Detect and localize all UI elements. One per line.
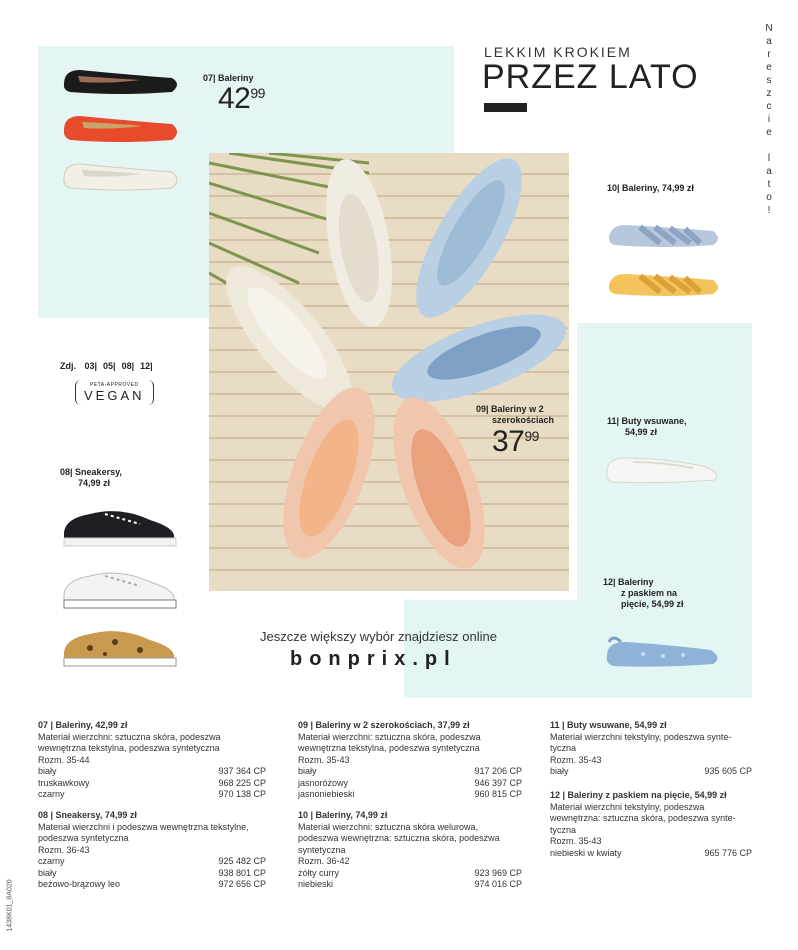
label-07: 07| Baleriny xyxy=(203,73,254,83)
details-desc-line: wewnętrzna tekstylna, podeszwa syntetyczna xyxy=(298,743,480,753)
variant-color: jasnoróżowy xyxy=(298,777,349,788)
details-variant-row xyxy=(38,778,266,790)
details-title: 12 | Baleriny z paskiem na pięcie, 54,99 zł xyxy=(550,790,727,800)
variant-code: 925 482 CP xyxy=(218,856,266,866)
variant-color: beżowo-brązowy leo xyxy=(38,879,121,889)
details-07 xyxy=(38,720,266,801)
details-variant-row xyxy=(298,868,522,880)
variant-code: 968 225 CP xyxy=(218,777,266,788)
variant-code: 935 605 CP xyxy=(704,766,752,776)
label-12: 12| Baleriny z paskiem na pięcie, 54,99 zł xyxy=(603,577,684,609)
variant-color: niebieski w kwiaty xyxy=(550,847,622,858)
footer-code: 1438K01_8A020 xyxy=(6,879,14,932)
label-09: 09| Baleriny w 2 szerokościach xyxy=(476,404,555,425)
shoe-08-leo xyxy=(60,620,180,670)
details-variant-row xyxy=(38,789,266,801)
label-11: 11| Buty wsuwane, 54,99 zł xyxy=(607,416,687,437)
vertical-slogan-char: i xyxy=(767,114,771,125)
variant-code: 974 016 CP xyxy=(474,879,522,889)
details-desc-line: Materiał wierzchni tekstylny, podeszwa synte- xyxy=(550,731,732,742)
details-desc-line: Materiał wierzchni: sztuczna skóra, podeszwa xyxy=(298,731,481,742)
price-07: $42^{99}$ xyxy=(218,82,265,115)
details-09 xyxy=(298,720,522,801)
shoe-08-white xyxy=(60,562,180,612)
label-10: 10| Baleriny, 74,99 zł xyxy=(607,183,694,193)
details-desc-line: podeszwa syntetyczna xyxy=(38,833,129,843)
details-desc-line: Materiał wierzchni: sztuczna skóra welurowa, xyxy=(298,821,479,832)
vertical-slogan-char: e xyxy=(766,127,772,138)
shoe-07-white xyxy=(60,158,182,194)
vertical-slogan-char: t xyxy=(767,179,771,190)
details-desc-line: Rozm. 35-43 xyxy=(550,754,602,765)
details-variant-row xyxy=(298,778,522,790)
vertical-slogan-char: a xyxy=(766,166,772,177)
variant-color: jasnoniebieski xyxy=(298,789,355,799)
details-desc-line: Materiał wierzchni tekstylny, podeszwa xyxy=(550,801,705,812)
details-variant-row xyxy=(298,789,522,801)
photo-ref-number: 03| xyxy=(84,361,98,371)
details-desc-line: Rozm. 36-42 xyxy=(298,856,350,866)
variant-code: 937 364 CP xyxy=(218,766,266,776)
shoe-08-black xyxy=(60,500,180,550)
details-11 xyxy=(550,720,752,778)
vegan-badge: PETA-APPROVED VEGAN xyxy=(75,380,154,405)
variant-color: biały xyxy=(298,766,317,776)
details-title: 11 | Buty wsuwane, 54,99 zł xyxy=(550,720,667,730)
variant-code: 960 815 CP xyxy=(474,789,522,799)
details-desc-line: wewnętrzna: sztuczna skóra, podeszwa synte- xyxy=(550,813,736,823)
details-desc-line: podeszwa wewnętrzna: sztuczna skóra, podeszwa xyxy=(298,833,500,843)
vertical-slogan-char: o xyxy=(766,192,772,203)
details-desc-line: Rozm. 36-43 xyxy=(38,844,90,855)
shoe-07-red xyxy=(60,110,182,146)
details-desc-line: syntetyczna xyxy=(298,844,346,855)
shoe-12-blue xyxy=(603,630,723,670)
kicker: LEKKIM KROKIEM xyxy=(484,44,632,60)
details-desc-line: Rozm. 35-43 xyxy=(298,754,350,765)
variant-code: 917 206 CP xyxy=(474,766,522,776)
variant-color: truskawkowy xyxy=(38,777,90,788)
vertical-slogan-char: z xyxy=(766,88,772,99)
details-variant-row xyxy=(550,766,752,778)
variant-code: 965 776 CP xyxy=(704,847,752,858)
variant-color: czarny xyxy=(38,856,65,866)
vertical-slogan-char: N xyxy=(765,23,773,34)
vertical-slogan-char: l xyxy=(767,153,771,164)
promo-text: Jeszcze większy wybór znajdziesz online xyxy=(260,629,497,644)
variant-code: 938 801 CP xyxy=(218,867,266,878)
details-variant-row xyxy=(550,848,752,860)
vertical-slogan-char xyxy=(764,139,774,152)
shoe-10-blue xyxy=(605,213,723,251)
vertical-slogan-char: ! xyxy=(767,205,771,216)
details-variant-row xyxy=(38,879,266,891)
shoe-07-black xyxy=(60,64,182,98)
headline: PRZEZ LATO xyxy=(482,58,699,96)
details-10 xyxy=(298,810,522,891)
details-08 xyxy=(38,810,266,891)
variant-color: biały xyxy=(550,766,569,776)
details-variant-row xyxy=(38,856,266,868)
details-variant-row xyxy=(298,879,522,891)
details-variant-row xyxy=(38,766,266,778)
variant-color: niebieski xyxy=(298,879,334,889)
details-desc-line: Materiał wierzchni i podeszwa wewnętrzna tekstylne, xyxy=(38,821,249,832)
photo-ref-number: 05| xyxy=(103,361,116,371)
variant-code: 923 969 CP xyxy=(474,867,522,878)
photo-refs: Zdj. 03| 05| 08| 12| xyxy=(60,361,153,371)
details-variant-row xyxy=(298,766,522,778)
photo-ref-number: 12| xyxy=(140,361,153,371)
details-12 xyxy=(550,790,752,859)
label-08: 08| Sneakersy, 74,99 zł xyxy=(60,467,122,488)
photo-ref-number: 08| xyxy=(121,361,135,371)
hero-photo xyxy=(209,153,569,591)
details-desc-line: Rozm. 35-44 xyxy=(38,754,90,765)
details-variant-row xyxy=(38,868,266,880)
details-desc-line: Materiał wierzchni: sztuczna skóra, podeszwa xyxy=(38,731,221,742)
shoe-11-white xyxy=(603,450,723,486)
vertical-slogan-char: r xyxy=(767,49,771,60)
vertical-slogan-char: s xyxy=(766,75,772,86)
details-desc-line: tyczna xyxy=(550,824,577,835)
site-link[interactable]: bonprix.pl xyxy=(290,648,457,670)
variant-code: 946 397 CP xyxy=(474,777,522,788)
variant-color: biały xyxy=(38,766,57,776)
variant-color: czarny xyxy=(38,789,65,799)
vertical-slogan-char: a xyxy=(766,36,772,47)
details-title: 08 | Sneakersy, 74,99 zł xyxy=(38,810,137,820)
variant-code: 972 656 CP xyxy=(218,879,266,889)
details-desc-line: Rozm. 35-43 xyxy=(550,836,602,846)
variant-color: żółty curry xyxy=(298,867,340,878)
shoe-10-yellow xyxy=(605,262,723,300)
details-title: 10 | Baleriny, 74,99 zł xyxy=(298,810,388,820)
details-desc-line: wewnętrzna tekstylna, podeszwa syntetyczna xyxy=(38,743,220,753)
vertical-slogan xyxy=(764,22,774,217)
headline-bar xyxy=(484,103,527,112)
vertical-slogan-char: e xyxy=(766,62,772,73)
vertical-slogan-char: c xyxy=(766,101,772,112)
details-title: 09 | Baleriny w 2 szerokościach, 37,99 zł xyxy=(298,720,470,730)
variant-color: biały xyxy=(38,867,57,878)
price-09: $37^{99}$ xyxy=(492,425,539,458)
variant-code: 970 138 CP xyxy=(218,789,266,799)
details-desc-line: tyczna xyxy=(550,743,577,753)
details-title: 07 | Baleriny, 42,99 zł xyxy=(38,720,128,730)
